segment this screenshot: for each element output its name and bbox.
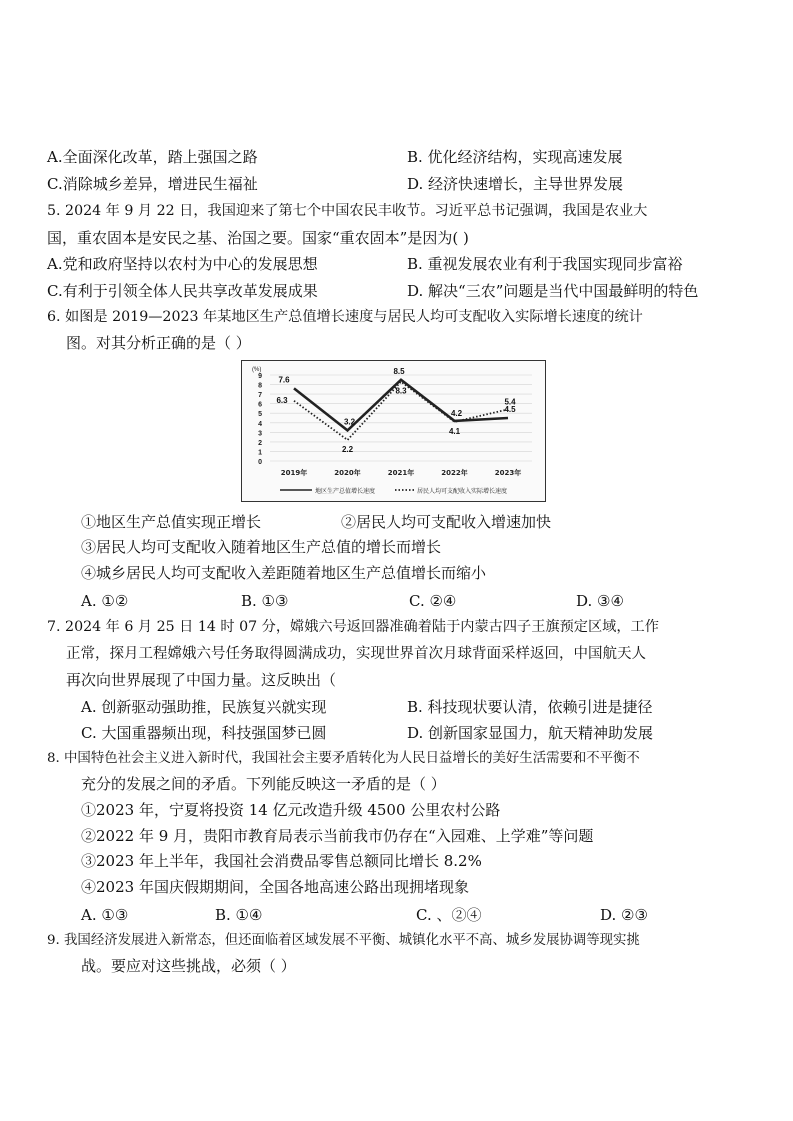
q7-option-a: A. 创新驱动强助推，民族复兴就实现: [81, 698, 327, 716]
q6-option-c: C. ②④: [409, 592, 457, 610]
data-label: 7.6: [278, 375, 290, 385]
q5-option-b: B. 重视发展农业有利于我国实现同步富裕: [407, 255, 683, 273]
q8-option-b: B. ①④: [215, 906, 263, 924]
q8-option-d: D. ②③: [600, 906, 648, 924]
data-label: 4.2: [450, 408, 463, 418]
q8-item-2: ②2022 年 9 月，贵阳市教育局表示当前我市仍存在“入园难、上学难”等问题: [81, 827, 594, 845]
q6-option-d: D. ③④: [576, 592, 624, 610]
q7-stem-line2: 正常，探月工程嫦娥六号任务取得圆满成功，实现世界首次月球背面采样返回，中国航天人: [66, 646, 646, 662]
q8-option-a: A. ①③: [81, 906, 129, 924]
q4-option-c: C.消除城乡差异，增进民生福祉: [47, 175, 258, 193]
data-label: 4.1: [448, 426, 461, 436]
q8-stem-line2: 充分的发展之间的矛盾。下列能反映这一矛盾的是（ ）: [81, 775, 446, 793]
q6-stem-line1: 6. 如图是 2019—2023 年某地区生产总值增长速度与居民人均可支配收入实际增长速度的统计: [47, 309, 643, 325]
q7-option-b: B. 科技现状要认清，依赖引进是捷径: [407, 698, 653, 716]
q8-item-3: ③2023 年上半年，我国社会消费品零售总额同比增长 8.2%: [81, 852, 482, 870]
q6-item-4: ④城乡居民人均可支配收入差距随着地区生产总值增长而缩小: [81, 564, 487, 582]
q5-stem-line2: 国，重农固本是安民之基、治国之要。国家“重农固本”是因为( ): [47, 229, 469, 247]
y-tick-label: 2: [258, 439, 262, 447]
data-label: 8.5: [393, 366, 405, 376]
data-label: 5.4: [504, 397, 516, 407]
x-tick-label: 2023年: [494, 469, 522, 477]
q9-stem-line1: 9. 我国经济发展进入新常态，但还面临着区域发展不平衡、城镇化水平不高、城乡发展协调等现实挑: [47, 933, 640, 948]
q7-option-c: C. 大国重器频出现，科技强国梦已圆: [81, 724, 327, 742]
q4-option-d: D. 经济快速增长，主导世界发展: [407, 175, 624, 193]
legend-label-2: 居民人均可支配收入实际增长速度: [417, 488, 508, 495]
q5-option-d: D. 解决“三农”问题是当代中国最鲜明的特色: [407, 282, 699, 300]
q6-item-3: ③居民人均可支配收入随着地区生产总值的增长而增长: [81, 538, 442, 556]
q9-stem-line2: 战。要应对这些挑战，必须（ ）: [81, 957, 296, 975]
q8-item-4: ④2023 年国庆假期期间，全国各地高速公路出现拥堵现象: [81, 878, 469, 896]
q4-option-b: B. 优化经济结构，实现高速发展: [407, 148, 623, 166]
q6-stem-line2: 图。对其分析正确的是（ ）: [66, 334, 251, 352]
q8-stem-line1: 8. 中国特色社会主义进入新时代，我国社会主要矛盾转化为人民日益增长的美好生活需要和不平衡不: [47, 751, 640, 766]
q4-option-a: A.全面深化改革，踏上强国之路: [47, 148, 258, 166]
y-tick-label: 5: [258, 411, 262, 419]
y-tick-label: 9: [258, 373, 262, 380]
growth-chart: [241, 360, 546, 502]
y-tick-label: 3: [258, 430, 262, 438]
q6-item-1: ①地区生产总值实现正增长: [81, 513, 262, 531]
y-tick-label: 7: [258, 392, 262, 400]
y-tick-label: 4: [258, 420, 262, 428]
q7-option-d: D. 创新国家显国力，航天精神助发展: [407, 724, 654, 742]
data-label: 3.2: [343, 417, 356, 427]
x-tick-label: 2020年: [334, 469, 361, 477]
q6-option-a: A. ①②: [81, 592, 129, 610]
q6-item-2: ②居民人均可支配收入增速加快: [341, 513, 552, 531]
x-tick-label: 2021年: [387, 469, 415, 477]
q7-stem-line3: 再次向世界展现了中国力量。这反映出（: [66, 671, 337, 689]
data-label: 4.5: [504, 405, 516, 414]
q5-option-c: C.有利于引领全体人民共享改革发展成果: [47, 282, 318, 300]
data-label: 2.2: [341, 444, 354, 454]
x-tick-label: 2022年: [441, 469, 468, 477]
q8-option-c: C. 、②④: [416, 906, 482, 924]
y-tick-label: 0: [258, 459, 262, 466]
y-tick-label: 6: [258, 401, 262, 409]
legend-label-1: 地区生产总值增长速度: [315, 488, 376, 495]
q5-option-a: A.党和政府坚持以农村为中心的发展思想: [47, 255, 318, 273]
q8-item-1: ①2023 年，宁夏将投资 14 亿元改造升级 4500 公里农村公路: [81, 801, 501, 819]
growth-line-chart: [242, 361, 545, 501]
q5-stem-line1: 5. 2024 年 9 月 22 日，我国迎来了第七个中国农民丰收节。习近平总书记强调，我国是农业大: [47, 203, 648, 219]
y-unit-label: (%): [252, 367, 262, 373]
q6-option-b: B. ①③: [241, 592, 289, 610]
y-tick-label: 1: [258, 449, 262, 457]
data-label: 8.3: [395, 386, 407, 396]
data-label: 6.3: [276, 395, 288, 405]
x-tick-label: 2019年: [280, 469, 308, 477]
q7-stem-line1: 7. 2024 年 6 月 25 日 14 时 07 分，嫦娥六号返回器准确着陆于内蒙古四子王旗预定区域，工作: [47, 619, 659, 635]
y-tick-label: 8: [258, 382, 262, 390]
